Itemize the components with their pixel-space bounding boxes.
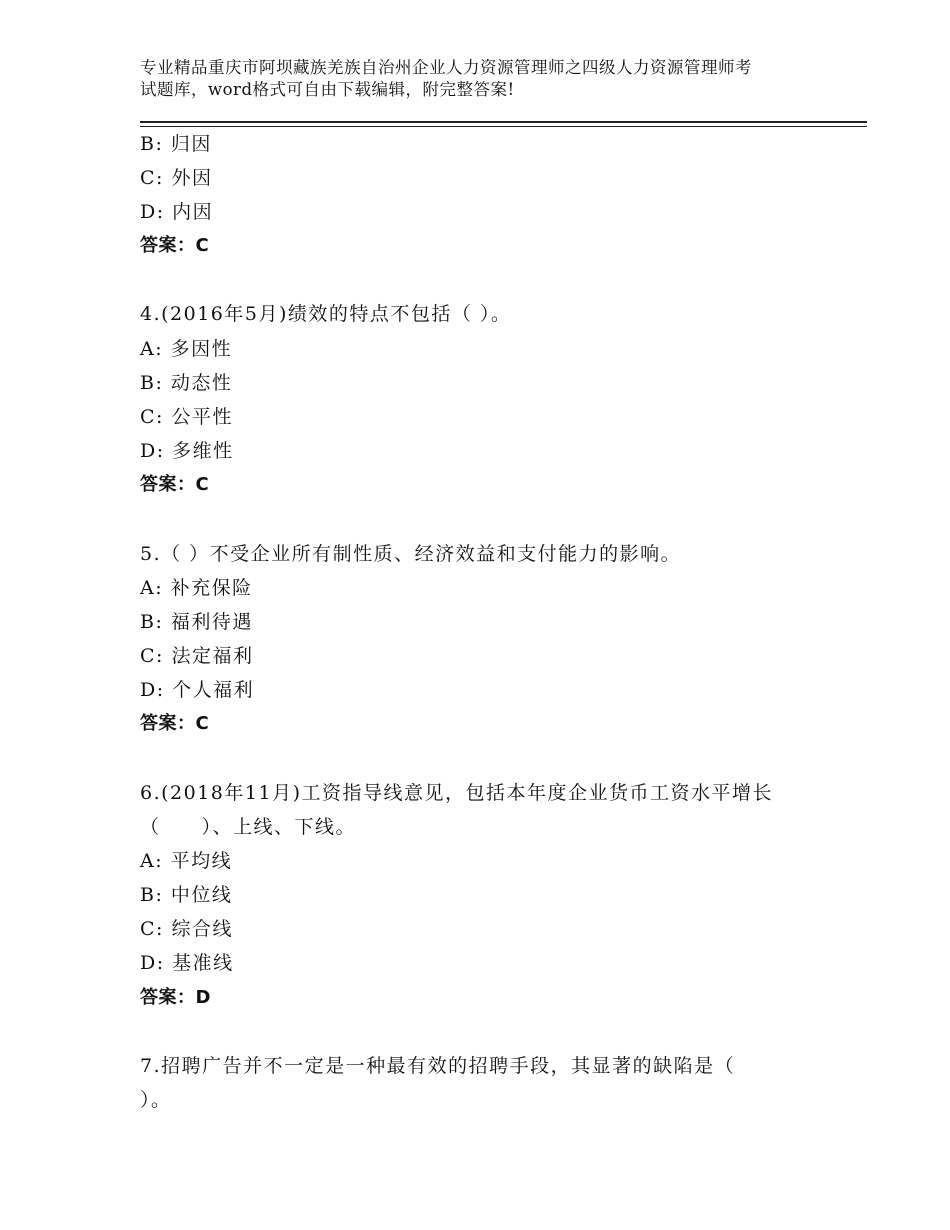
q5-question: 5.（ ）不受企业所有制性质、经济效益和支付能力的影响。 <box>140 543 682 565</box>
q3-option-b: B: 归因 <box>140 133 212 155</box>
q6-option-d: D: 基准线 <box>140 952 234 974</box>
q4-option-a: A: 多因性 <box>140 338 233 360</box>
q4-answer: 答案：C <box>140 474 210 495</box>
q5-option-a: A: 补充保险 <box>140 577 253 599</box>
q7-question-line-1: 7.招聘广告并不一定是一种最有效的招聘手段，其显著的缺陷是（ <box>140 1055 736 1077</box>
header-title-line-1: 专业精品重庆市阿坝藏族羌族自治州企业人力资源管理师之四级人力资源管理师考 <box>140 58 752 77</box>
q5-answer: 答案：C <box>140 713 210 734</box>
q6-question-line-1: 6.(2018年11月)工资指导线意见，包括本年度企业货币工资水平增长 <box>140 782 773 804</box>
q3-option-d: D: 内因 <box>140 201 214 223</box>
header-divider-top <box>140 121 867 123</box>
q5-option-c: C: 法定福利 <box>140 645 254 667</box>
q6-question-line-2: （ ）、上线、下线。 <box>140 816 357 838</box>
q4-option-b: B: 动态性 <box>140 372 233 394</box>
header-title-line-2: 试题库，word格式可自由下载编辑，附完整答案! <box>140 80 515 99</box>
q3-answer: 答案：C <box>140 235 210 256</box>
q6-answer: 答案：D <box>140 987 211 1008</box>
document-header <box>140 57 840 101</box>
q5-option-d: D: 个人福利 <box>140 679 255 701</box>
q6-option-b: B: 中位线 <box>140 884 233 906</box>
q3-option-c: C: 外因 <box>140 167 213 189</box>
q5-option-b: B: 福利待遇 <box>140 611 253 633</box>
header-divider-bottom <box>140 126 867 127</box>
q4-option-c: C: 公平性 <box>140 406 233 428</box>
q6-option-c: C: 综合线 <box>140 918 233 940</box>
q7-question-line-2: ）。 <box>140 1089 172 1111</box>
q4-option-d: D: 多维性 <box>140 440 234 462</box>
q6-option-a: A: 平均线 <box>140 850 233 872</box>
q4-question: 4.(2016年5月)绩效的特点不包括（ ）。 <box>140 303 512 325</box>
